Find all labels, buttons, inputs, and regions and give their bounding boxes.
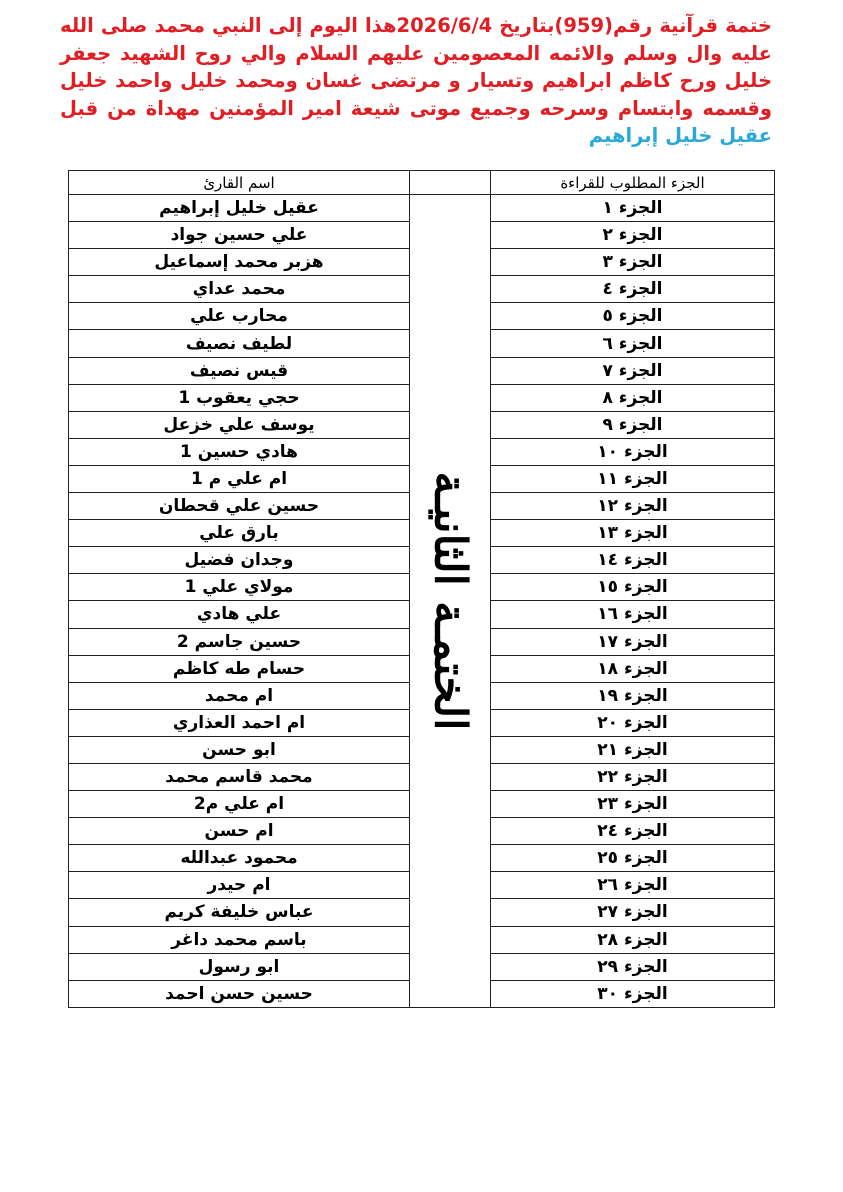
reader-name-cell: باسم محمد داغر xyxy=(69,926,410,953)
reader-name-cell: حسين جاسم 2 xyxy=(69,628,410,655)
part-cell: الجزء ٢٨ xyxy=(491,926,775,953)
reader-name-cell: ام علي م2 xyxy=(69,791,410,818)
reader-name-cell: بارق علي xyxy=(69,520,410,547)
part-cell: الجزء ١٣ xyxy=(491,520,775,547)
reader-name-cell: ام حسن xyxy=(69,818,410,845)
khatma-title-cell xyxy=(410,195,491,1008)
table-row xyxy=(69,195,775,222)
part-cell: الجزء ١١ xyxy=(491,465,775,492)
part-cell: الجزء ٢٢ xyxy=(491,763,775,790)
reader-name-cell: هادي حسين 1 xyxy=(69,438,410,465)
part-cell: الجزء ١٤ xyxy=(491,547,775,574)
part-cell: الجزء ٩ xyxy=(491,411,775,438)
part-cell: الجزء ١٥ xyxy=(491,574,775,601)
table-header-row xyxy=(69,171,775,195)
reader-name-cell: عقيل خليل إبراهيم xyxy=(69,195,410,222)
column-header-part: الجزء المطلوب للقراءة xyxy=(491,171,775,195)
part-cell: الجزء ١٨ xyxy=(491,655,775,682)
part-cell: الجزء ٧ xyxy=(491,357,775,384)
reader-name-cell: حسين علي قحطان xyxy=(69,493,410,520)
part-cell: الجزء ١٩ xyxy=(491,682,775,709)
part-cell: الجزء ٢٦ xyxy=(491,872,775,899)
reader-name-cell: علي هادي xyxy=(69,601,410,628)
khatma-table xyxy=(68,170,775,1008)
reader-name-cell: مولاي علي 1 xyxy=(69,574,410,601)
part-cell: الجزء ٢٧ xyxy=(491,899,775,926)
part-cell: الجزء ٣ xyxy=(491,249,775,276)
part-cell: الجزء ٣٠ xyxy=(491,980,775,1007)
reader-name-cell: محمد قاسم محمد xyxy=(69,763,410,790)
reader-name-cell: علي حسين جواد xyxy=(69,222,410,249)
table-body xyxy=(69,195,775,1008)
dedication-header xyxy=(60,12,772,150)
part-cell: الجزء ٥ xyxy=(491,303,775,330)
reader-name-cell: حجي يعقوب 1 xyxy=(69,384,410,411)
part-cell: الجزء ٢١ xyxy=(491,736,775,763)
part-cell: الجزء ١ xyxy=(491,195,775,222)
part-cell: الجزء ١٢ xyxy=(491,493,775,520)
reader-name-cell: محارب علي xyxy=(69,303,410,330)
part-cell: الجزء ٢٩ xyxy=(491,953,775,980)
reader-name-cell: حسام طه كاظم xyxy=(69,655,410,682)
reader-name-cell: قيس نصيف xyxy=(69,357,410,384)
reader-name-cell: محمود عبدالله xyxy=(69,845,410,872)
donor-name: عقيل خليل إبراهيم xyxy=(588,124,772,148)
khatma-vertical-title: الختمـة الثانيـة xyxy=(424,471,476,731)
part-cell: الجزء ٨ xyxy=(491,384,775,411)
reader-name-cell: ابو رسول xyxy=(69,953,410,980)
reader-name-cell: محمد عداي xyxy=(69,276,410,303)
reader-name-cell: ام حيدر xyxy=(69,872,410,899)
column-header-reader: اسم القارئ xyxy=(69,171,410,195)
reader-name-cell: هزبر محمد إسماعيل xyxy=(69,249,410,276)
part-cell: الجزء ٢٤ xyxy=(491,818,775,845)
reader-name-cell: وجدان فضيل xyxy=(69,547,410,574)
reader-name-cell: ام علي م 1 xyxy=(69,465,410,492)
reader-name-cell: حسين حسن احمد xyxy=(69,980,410,1007)
part-cell: الجزء ٢٠ xyxy=(491,709,775,736)
reader-name-cell: ابو حسن xyxy=(69,736,410,763)
column-header-blank xyxy=(410,171,491,195)
reader-name-cell: لطيف نصيف xyxy=(69,330,410,357)
part-cell: الجزء ١٧ xyxy=(491,628,775,655)
part-cell: الجزء ١٦ xyxy=(491,601,775,628)
part-cell: الجزء ٦ xyxy=(491,330,775,357)
reader-name-cell: ام محمد xyxy=(69,682,410,709)
reader-name-cell: يوسف علي خزعل xyxy=(69,411,410,438)
part-cell: الجزء ٢٥ xyxy=(491,845,775,872)
part-cell: الجزء ٤ xyxy=(491,276,775,303)
part-cell: الجزء ٢٣ xyxy=(491,791,775,818)
part-cell: الجزء ٢ xyxy=(491,222,775,249)
reader-name-cell: عباس خليفة كريم xyxy=(69,899,410,926)
part-cell: الجزء ١٠ xyxy=(491,438,775,465)
reader-name-cell: ام احمد العذاري xyxy=(69,709,410,736)
dedication-text: ختمة قرآنية رقم(959)بتاريخ 2026/6/4هذا اليوم إلى النبي محمد صلى الله عليه وال وسلم والائمه المعصومين عليهم السلام والي روح الشهيد جعفر خليل ورح كاظم ابراهيم وتسيار و مرتضى غسان ومحمد خليل واحمد خليل وقسمه وابتسام وسرحه وجميع موتى شيعة امير المؤمنين مهداة من قبل xyxy=(60,14,772,120)
